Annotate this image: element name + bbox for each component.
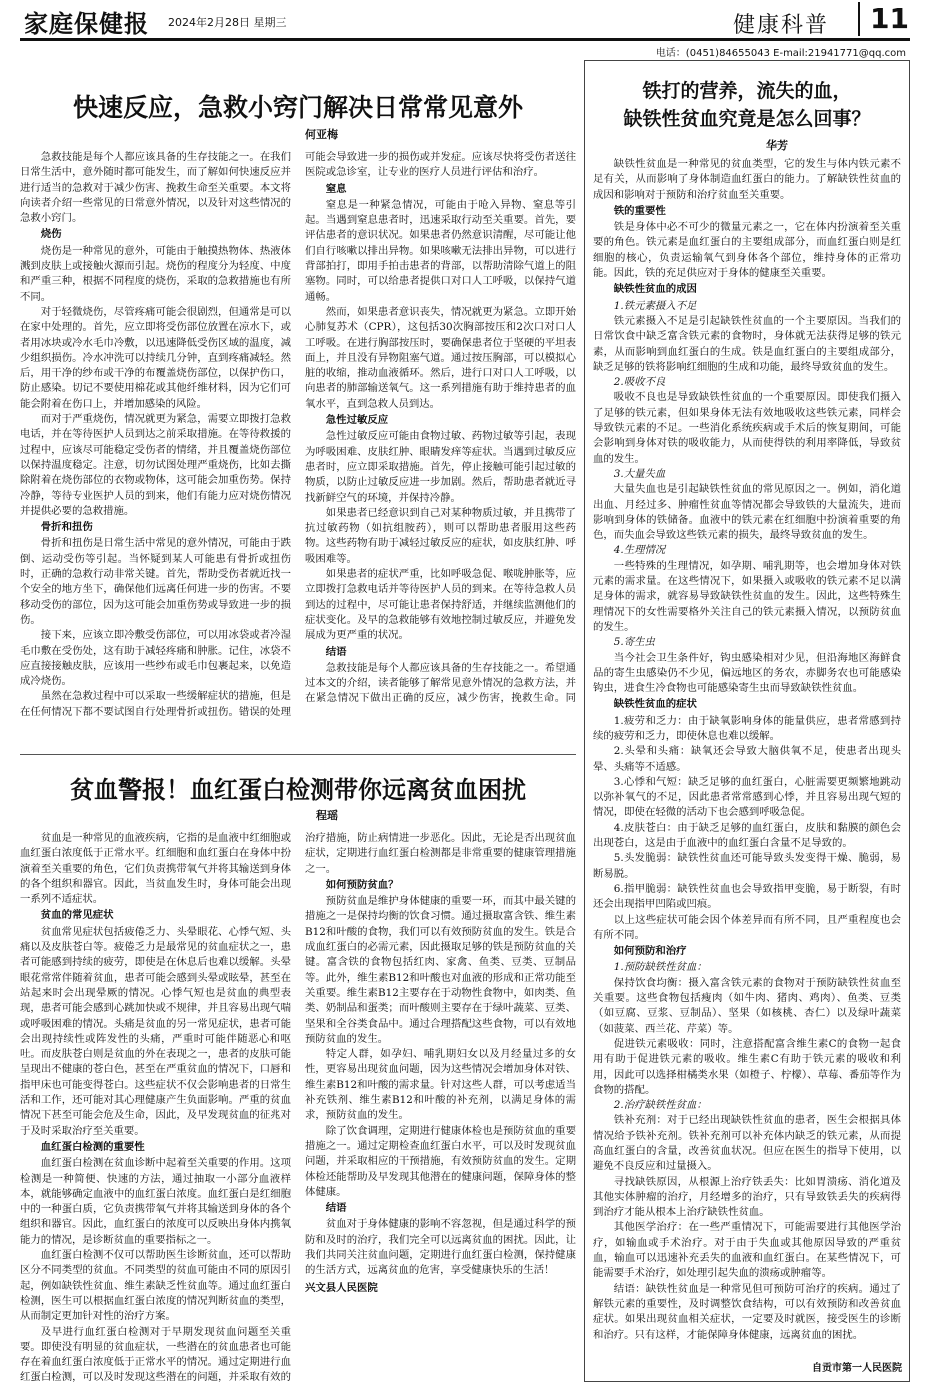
section-heading: 铁的重要性 [613, 204, 666, 217]
paragraph: 促进铁元素吸收：同时，注意搭配富含维生素C的食物一起食用有助于促进铁元素的吸收。维生素C有助于铁元素的吸收和利用，因此可以选择柑橘类水果（如橙子、柠檬）、草莓、番茄等作为食物的搭配。 [593, 1037, 901, 1096]
paragraph: 除了饮食调理，定期进行健康体检也是预防贫血的重要措施之一。通过定期检查血红蛋白水平，可以及时发现贫血问题，并采取相应的干预措施，有效预防贫血的发生。定期体检还能帮助及早发现其他潜在的健康问题，保障身体的整体健康。 [305, 1124, 576, 1198]
article-source: 兴文县人民医院 [305, 1281, 378, 1294]
paragraph: 窒息是一种紧急情况，可能由于呛入异物、窒息等引起。当遇到窒息患者时，迅速采取行动至关重要。首先，要评估患者的意识状况。如果患者仍然意识清醒，尽可能让他们自行咳嗽以排出异物。如果咳嗽无法排出异物，可以进行背部拍打，即用手拍击患者的背部，以帮助清除气道上的阻塞物。同时，可以给患者提供口对口人工呼吸，以保持气道通畅。 [305, 198, 576, 303]
paragraph: 铁元素摄入不足是引起缺铁性贫血的一个主要原因。当我们的日常饮食中缺乏富含铁元素的食物时，身体就无法获得足够的铁元素，从而影响到血红蛋白的生成。铁是血红蛋白的主要组成部分，缺乏足够的铁将影响红细胞的生成和功能，最终导致贫血的发生。 [593, 314, 901, 373]
paragraph: 然而，如果患者意识丧失，情况就更为紧急。立即开始心肺复苏术（CPR），这包括30次胸部按压和2次口对口人工呼吸。在进行胸部按压时，要确保患者位于坚硬的平坦表面上，并且没有异物阻塞气道。通过按压胸部，可以模拟心脏的收缩，推动血液循环。然后，进行口对口人工呼吸，以向患者的肺部输送氧气。这一系列措施有助于维持患者的血氧水平，直到急救人员到达。 [305, 305, 576, 410]
section-name: 健康科普 [733, 13, 830, 38]
article-headline: 快速反应，急救小窍门解决日常常见意外 [72, 93, 523, 122]
paragraph: 特定人群，如孕妇、哺乳期妇女以及月经量过多的女性，更容易出现贫血问题，因为这些情况会增加身体对铁、维生素B12和叶酸的需求量。针对这些人群，可以考虑适当补充铁剂、维生素B12和叶酸的补充剂，以满足身体的需求，预防贫血的发生。 [305, 1048, 576, 1122]
paragraph: 结语：缺铁性贫血是一种常见但可预防可治疗的疾病。通过了解铁元素的重要性，及时调整饮食结构，可以有效预防和改善贫血症状。如果出现贫血相关症状，一定要及时就医，接受医生的诊断和治疗。只有这样，才能保障身体健康，远离贫血的困扰。 [593, 1282, 901, 1341]
issue-date: 2024年2月28日 星期三 [168, 16, 287, 29]
paragraph: 如果患者已经意识到自己对某种物质过敏，并且携带了抗过敏药物（如抗组胺药），则可以帮助患者服用这些药物。这些药物有助于减轻过敏反应的症状，如皮肤红肿、呼吸困难等。 [305, 506, 576, 565]
article-byline: 程瑶 [316, 809, 338, 822]
paragraph: 寻找缺铁原因，从根源上治疗铁丢失：比如胃溃疡、消化道及其他实体肿瘤的治疗，月经增多的治疗，只有导致铁丢失的疾病得到治疗才能从根本上治疗缺铁性贫血。 [593, 1175, 901, 1219]
paragraph: 缺铁性贫血是一种常见的贫血类型，它的发生与体内铁元素不足有关，从而影响了身体制造血红蛋白的能力。了解缺铁性贫血的成因和影响对于预防和治疗贫血至关重要。 [593, 158, 901, 201]
article-headline [593, 77, 901, 133]
subsection-heading: 1.预防缺铁性贫血： [613, 961, 707, 974]
paragraph: 铁是身体中必不可少的微量元素之一，它在体内扮演着至关重要的角色。铁元素是血红蛋白的主要组成部分，而血红蛋白则是红细胞的核心，负责运输氧气到身体各个部位，维持身体的正常功能。因此，铁的充足供应对于身体的健康至关重要。 [593, 221, 901, 280]
paragraph: 接下来，应该立即冷敷受伤部位，可以用冰袋或者冷湿毛巾敷在受伤处，这有助于减轻疼痛和肿胀。记住，冰袋不应直接接触皮肤，应该用一些纱布或毛巾包裹起来，以免造成冷烧伤。 [20, 629, 291, 688]
paragraph: 一些特殊的生理情况，如孕期、哺乳期等，也会增加身体对铁元素的需求量。在这些情况下，如果摄入或吸收的铁元素不足以满足身体的需求，就容易导致缺铁性贫血的发生。因此，这些特殊生理情况下的女性需要格外关注自己的铁元素摄入情况，以预防贫血的发生。 [593, 559, 901, 633]
page-number: 11 [858, 2, 909, 36]
paragraph: 大量失血也是引起缺铁性贫血的常见原因之一。例如，消化道出血、月经过多、肿瘤性贫血等情况都会导致铁的大量流失，进而影响到身体的铁储备。血液中的铁元素在红细胞中扮演着重要的角色，而失血会导致这些铁元素的损失，最终导致贫血的发生。 [593, 483, 901, 542]
paragraph: 血红蛋白检测在贫血诊断中起着至关重要的作用。这项检测是一种简便、快速的方法，通过抽取一小部分血液样本，就能够确定血液中的血红蛋白浓度。血红蛋白是红细胞中的一种蛋白质，它负责携带氧气并将其输送到身体的各个组织和器官。因此，血红蛋白的浓度可以反映出身体内携氧能力的情况，是诊断贫血的重要指标之一。 [20, 1157, 291, 1246]
paragraph: 对于轻微烧伤，尽管疼痛可能会很剧烈，但通常是可以在家中处理的。首先，应立即将受伤部位放置在凉水下，或者用冰块或冷水毛巾冷敷，以迅速降低受伤区域的温度，减少组织损伤。冷水冲洗可以持续几分钟，直到疼痛减轻。然后，用干净的纱布或干净的布覆盖烧伤部位，以保护伤口，防止感染。切记不要使用棉花或其他纤维材料，因为它们可能会附着在伤口上，并增加感染的风险。 [20, 305, 291, 410]
subsection-heading: 2.吸收不良 [613, 376, 666, 389]
article-body [20, 150, 576, 736]
masthead [0, 0, 930, 46]
article-iron-deficiency [584, 60, 910, 1382]
article-byline: 华芳 [766, 139, 788, 152]
paragraph: 骨折和扭伤是日常生活中常见的意外情况，可能由于跌倒、运动受伤等引起。当怀疑到某人可能患有骨折或扭伤时，正确的急救行动非常关键。首先，帮助受伤者就近找一个安全的地方坐下，确保他们远离任何进一步的伤害。不要移动受伤的部位，因为这可能会加重伤势或导致进一步的损伤。 [20, 537, 291, 626]
section-divider [20, 754, 576, 755]
article-byline: 何亚梅 [305, 128, 338, 141]
subsection-heading: 5.寄生虫 [613, 636, 655, 649]
paragraph: 以上这些症状可能会因个体差异而有所不同，且严重程度也会有所不同。 [593, 913, 901, 941]
paragraph: 6.指甲脆弱：缺铁性贫血也会导致指甲变脆，易于断裂，有时还会出现指甲凹陷或凹痕。 [593, 882, 901, 911]
paragraph: 贫血常见症状包括疲倦乏力、头晕眼花、心悸气短、头痛以及皮肤苍白等。疲倦乏力是最常见的贫血症状之一，患者可能感到持续的疲劳，即使是在休息后也难以缓解。头晕眼花常常伴随着贫血，患者可能会感到头晕或眩晕，甚至在站起来时会出现晕厥的情况。心悸气短也是贫血的典型表现，患者可能会感到心跳加快或不规律，并且容易出现气喘或呼吸困难的情况。头痛是贫血的另一常见症状，患者可能会出现持续性或阵发性的头痛，严重时可能伴随恶心和呕吐。而皮肤苍白则是贫血的外在表现之一，患者的皮肤可能呈现出不健康的苍白色，甚至在严重贫血的情况下，口唇和指甲床也可能变得苍白。这些症状不仅会影响患者的日常生活和工作，还可能对其心理健康产生负面影响。严重的贫血情况下甚至可能会危及生命，因此，及早发现贫血的征兆对于及时采取治疗至关重要。 [20, 925, 291, 1137]
section-heading: 窒息 [325, 182, 347, 195]
paragraph: 急性过敏反应可能由食物过敏、药物过敏等引起，表现为呼吸困难、皮肤红肿、眼睛发痒等症状。当遇到过敏反应患者时，应立即采取措施。首先，停止接触可能引起过敏的物质，以防止过敏反应进一步加剧。然后，帮助患者就近寻找新鲜空气的环境，并保持冷静。 [305, 430, 576, 504]
paragraph: 虽然在急救过程中可以采取一些缓解症状的措施，但是在任何情况下都不要试图自行处理骨折或扭伤。错误的处理可能会导致进一步的损伤或并发症。应该尽快将受伤者送往医院或急诊室，让专业的医疗人员进行评估和治疗。 [20, 151, 576, 718]
headline-line-2: 缺铁性贫血究竟是怎么回事？ [623, 108, 871, 130]
paper-name: 家庭保健报 [24, 10, 149, 38]
paragraph: 1.疲劳和乏力：由于缺氧影响身体的能量供应，患者常感到持续的疲劳和乏力，即使休息也难以缓解。 [593, 714, 901, 742]
paragraph: 而对于严重烧伤，情况就更为紧急，需要立即拨打急救电话，并在等待医护人员到达之前采取措施。在等待救援的过程中，应该尽可能稳定受伤者的情绪，并且覆盖烧伤部位以保持温度稳定。注意，切勿试图处理严重烧伤，比如去撕除附着在烧伤部位的衣物或物体，这可能会加重伤势。保持冷静，等待专业医护人员的到来，他们有能力应对烧伤情况并提供必要的急救措施。 [20, 413, 291, 517]
section-heading: 如何预防和治疗 [613, 945, 687, 958]
article-body [20, 831, 576, 1392]
paragraph: 5.头发脆弱：缺铁性贫血还可能导致头发变得干燥、脆弱，易断易脱。 [593, 852, 901, 880]
section-heading: 结语 [325, 1202, 347, 1215]
article-first-aid [20, 70, 576, 748]
subsection-heading: 4.生理情况 [613, 544, 666, 557]
subsection-heading: 3.大量失血 [613, 467, 666, 480]
paragraph: 铁补充剂：对于已经出现缺铁性贫血的患者，医生会根据具体情况给予铁补充剂。铁补充剂可以补充体内缺乏的铁元素，从而提高血红蛋白的含量，改善贫血状况。但应在医生的指导下使用，以避免不良反应和过量摄入。 [593, 1114, 901, 1173]
paragraph: 当今社会卫生条件好，钩虫感染相对少见，但沿海地区海鲜食品的寄生虫感染仍不少见，偏远地区的务农，赤脚务农也可能感染钩虫，进食生冷食物也可能感染寄生虫而导致缺铁性贫血。 [593, 651, 901, 695]
section-heading: 如何预防贫血？ [325, 878, 399, 891]
section-heading: 骨折和扭伤 [40, 521, 93, 534]
section-heading: 烧伤 [40, 228, 62, 241]
section-heading: 贫血的常见症状 [40, 909, 114, 922]
paragraph: 血红蛋白检测不仅可以帮助医生诊断贫血，还可以帮助区分不同类型的贫血。不同类型的贫血可能由不同的原因引起，例如缺铁性贫血、维生素缺乏性贫血等。通过血红蛋白检测，医生可以根据血红蛋白浓度的情况判断贫血的类型，从而制定更加针对性的治疗方案。 [20, 1249, 291, 1323]
article-anemia-hemoglobin [20, 762, 576, 1392]
headline-line-1: 铁打的营养，流失的血， [642, 80, 852, 102]
article-body [593, 157, 901, 1367]
paragraph: 保持饮食均衡：摄入富含铁元素的食物对于预防缺铁性贫血至关重要。这些食物包括瘦肉（如牛肉、猪肉、鸡肉）、鱼类、豆类（如豆腐、豆浆、豆制品）、坚果（如核桃、杏仁）以及绿叶蔬菜（如菠菜、西兰花、芹菜）等。 [593, 976, 901, 1035]
paragraph: 急救技能是每个人都应该具备的生存技能之一。希望通过本文的介绍，读者能够了解常见意外情况的急救方法，并在紧急情况下做出正确的反应，减少伤害，挽救生命。同 [305, 661, 576, 705]
paragraph: 吸收不良也是导致缺铁性贫血的一个重要原因。即使我们摄入了足够的铁元素，但如果身体无法有效地吸收这些铁元素，同样会导致铁元素的不足。一些消化系统疾病或手术后的恢复期间，可能会影响到身体对铁的吸收能力，从而使得铁的利用率降低，导致贫血的发生。 [593, 391, 901, 465]
masthead-rule [20, 38, 910, 41]
article-headline: 贫血警报！血红蛋白检测带你远离贫血困扰 [70, 775, 526, 804]
subsection-heading: 2.治疗缺铁性贫血： [613, 1099, 707, 1112]
paragraph: 如果患者的症状严重，比如呼吸急促、喉咙肿胀等，应立即拨打急救电话并等待医护人员的到来。在等待急救人员到达的过程中，尽可能让患者保持舒适，并继续监测他们的症状变化。及早的急救能够有效地控制过敏反应，并避免发展成为更严重的状况。 [305, 568, 576, 642]
article-source: 自贡市第一人民医院 [812, 1363, 902, 1374]
subsection-heading: 1.铁元素摄入不足 [613, 299, 697, 312]
paragraph: 烧伤是一种常见的意外，可能由于触摸热物体、热液体溅到皮肤上或接触火源而引起。烧伤的程度分为轻度、中度和严重三种，根据不同程度的烧伤，采取的急救措施也有所不同。 [20, 244, 291, 303]
paragraph: 贫血对于身体健康的影响不容忽视，但是通过科学的预防和及时的治疗，我们完全可以远离贫血的困扰。因此，让我们共同关注贫血问题，定期进行血红蛋白检测，保持健康的生活方式，远离贫血的危害，享受健康快乐的生活！ [305, 1218, 576, 1277]
paragraph: 3.心悸和气短：缺乏足够的血红蛋白，心脏需要更频繁地跳动以弥补氧气的不足，因此患者常常感到心悸，并且容易出现气短的情况，即使在轻微的活动下也会感到呼吸急促。 [593, 775, 901, 819]
section-heading: 血红蛋白检测的重要性 [40, 1140, 145, 1153]
section-heading: 缺铁性贫血的症状 [613, 698, 697, 711]
section-heading: 缺铁性贫血的成因 [613, 283, 697, 296]
section-heading: 急性过敏反应 [325, 414, 389, 427]
contact-info: 电话：(0451)84655043 E-mail:21941771@qq.com [655, 48, 906, 59]
paragraph: 2.头晕和头痛：缺氧还会导致大脑供氧不足，使患者出现头晕、头痛等不适感。 [593, 745, 901, 773]
paragraph: 预防贫血是维护身体健康的重要一环，而其中最关键的措施之一是保持均衡的饮食习惯。通过摄取富含铁、维生素B12和叶酸的食物，我们可以有效预防贫血的发生。铁是合成血红蛋白的必需元素，因此摄取足够的铁是预防贫血的关键。富含铁的食物包括红肉、家禽、鱼类、豆类、豆制品等。此外，维生素B12和叶酸也对血液的形成和正常功能至关重要。维生素B12主要存在于动物性食物中，如肉类、鱼类、奶制品和蛋类；而叶酸则主要存在于绿叶蔬菜、豆类、坚果和全谷类食品中。通过合理搭配这些食物，可以有效地预防贫血的发生。 [305, 895, 576, 1045]
section-heading: 结语 [325, 645, 347, 658]
paragraph: 急救技能是每个人都应该具备的生存技能之一。在我们日常生活中，意外随时都可能发生，而了解如何快速反应并进行适当的急救对于减少伤害、挽救生命至关重要。本文将向读者介绍一些常见的日常意外情况，以及针对这些情况的急救小窍门。 [20, 151, 291, 225]
paragraph: 4.皮肤苍白：由于缺乏足够的血红蛋白，皮肤和黏膜的颜色会出现苍白，这是由于血液中的血红蛋白含量不足导致的。 [593, 821, 901, 850]
paragraph: 及早进行血红蛋白检测对于早期发现贫血问题至关重要。即使没有明显的贫血症状，一些潜在的贫血患者也可能存在着血红蛋白浓度低于正常水平的情况。通过定期进行血红蛋白检测，可以及时发现这些潜在的问题，并采取有效的治疗措施，防止病情进一步恶化。因此，无论是否出现贫血症状，定期进行血红蛋白检测都是非常重要的健康管理措施之一。 [20, 832, 576, 1384]
paragraph: 贫血是一种常见的血液疾病，它指的是血液中红细胞或血红蛋白浓度低于正常水平。红细胞和血红蛋白在身体中扮演着至关重要的角色，它们负责携带氧气并将其输送到身体的各个组织和器官。因此，当贫血发生时，身体可能会出现一系列不适症状。 [20, 832, 291, 906]
paragraph: 其他医学治疗：在一些严重情况下，可能需要进行其他医学治疗，如输血或手术治疗。对于由于失血或其他原因导致的严重贫血，输血可以迅速补充丢失的血液和血红蛋白。在某些情况下，可能需要手术治疗，如处理引起失血的溃疡或肿瘤等。 [593, 1221, 901, 1280]
